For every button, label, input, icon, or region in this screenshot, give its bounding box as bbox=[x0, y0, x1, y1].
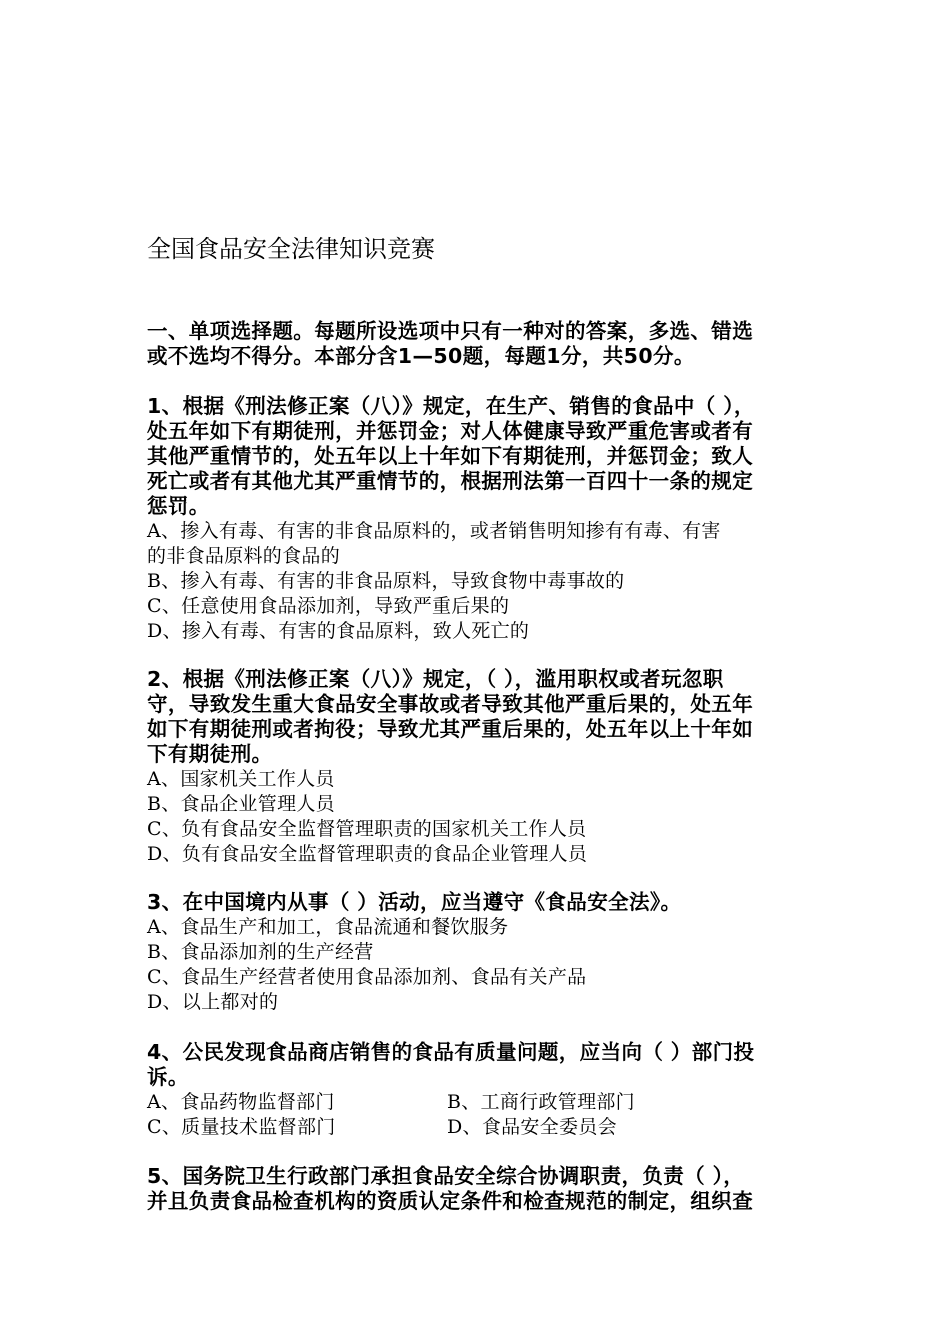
stem-line: 惩罚。 bbox=[147, 494, 210, 518]
question-4 bbox=[147, 1040, 817, 1140]
question-options bbox=[147, 1090, 817, 1140]
section-header bbox=[147, 319, 817, 369]
question-2 bbox=[147, 667, 817, 867]
stem-line: 4、公民发现食品商店销售的食品有质量问题，应当向（ ）部门投 bbox=[147, 1040, 755, 1064]
option-row bbox=[147, 1090, 817, 1115]
option-c: C、负有食品安全监督管理职责的国家机关工作人员 bbox=[147, 818, 587, 840]
section-header-line: 或不选均不得分。本部分含1—50题，每题1分，共50分。 bbox=[147, 344, 695, 368]
option-b: B、食品添加剂的生产经营 bbox=[147, 941, 374, 963]
document-title: 全国食品安全法律知识竞赛 bbox=[147, 235, 435, 263]
option-d: D、以上都对的 bbox=[147, 991, 279, 1013]
stem-line: 处五年如下有期徒刑，并惩罚金；对人体健康导致严重危害或者有 bbox=[147, 419, 754, 443]
option-row bbox=[147, 1115, 817, 1140]
option-d: D、掺入有毒、有害的食品原料，致人死亡的 bbox=[147, 620, 530, 642]
stem-line: 5、国务院卫生行政部门承担食品安全综合协调职责，负责（ ）， bbox=[147, 1164, 745, 1188]
stem-line: 下有期徒刑。 bbox=[147, 742, 273, 766]
option-a: A、国家机关工作人员 bbox=[147, 768, 335, 790]
option-c: C、质量技术监督部门 bbox=[147, 1116, 336, 1138]
question-1 bbox=[147, 394, 817, 644]
question-options bbox=[147, 767, 817, 867]
stem-line: 死亡或者有其他尤其严重情节的，根据刑法第一百四十一条的规定 bbox=[147, 469, 754, 493]
stem-line: 其他严重情节的，处五年以上十年如下有期徒刑，并惩罚金；致人 bbox=[147, 444, 754, 468]
stem-line: 3、在中国境内从事（ ）活动，应当遵守《食品安全法》。 bbox=[147, 890, 682, 914]
question-stem bbox=[147, 890, 817, 915]
stem-line: 并且负责食品检查机构的资质认定条件和检查规范的制定，组织查 bbox=[147, 1189, 754, 1213]
option-a: A、食品生产和加工，食品流通和餐饮服务 bbox=[147, 916, 509, 938]
stem-line: 如下有期徒刑或者拘役；导致尤其严重后果的，处五年以上十年如 bbox=[147, 717, 754, 741]
option-a: A、掺入有毒、有害的非食品原料的，或者销售明知掺有有毒、有害 bbox=[147, 520, 721, 542]
section-header-line: 一、单项选择题。每题所设选项中只有一种对的答案，多选、错选 bbox=[147, 319, 754, 343]
option-d: D、食品安全委员会 bbox=[447, 1116, 617, 1138]
option-c: C、任意使用食品添加剂，导致严重后果的 bbox=[147, 595, 510, 617]
stem-line: 2、根据《刑法修正案（八）》规定，（ ），滥用职权或者玩忽职 bbox=[147, 667, 724, 691]
question-stem bbox=[147, 394, 817, 519]
option-a: A、食品药物监督部门 bbox=[147, 1091, 335, 1113]
question-3 bbox=[147, 890, 817, 1015]
question-options bbox=[147, 915, 817, 1015]
stem-line: 1、根据《刑法修正案（八）》规定，在生产、销售的食品中（ ）， bbox=[147, 394, 755, 418]
question-stem bbox=[147, 1040, 817, 1090]
stem-line: 诉。 bbox=[147, 1065, 189, 1089]
question-5 bbox=[147, 1164, 817, 1214]
option-c: C、食品生产经营者使用食品添加剂、食品有关产品 bbox=[147, 966, 587, 988]
stem-line: 守，导致发生重大食品安全事故或者导致其他严重后果的，处五年 bbox=[147, 692, 754, 716]
question-stem bbox=[147, 1164, 817, 1214]
question-stem bbox=[147, 667, 817, 767]
option-b: B、工商行政管理部门 bbox=[447, 1091, 635, 1113]
option-b: B、食品企业管理人员 bbox=[147, 793, 335, 815]
option-d: D、负有食品安全监督管理职责的食品企业管理人员 bbox=[147, 843, 588, 865]
question-options bbox=[147, 519, 817, 644]
option-b: B、掺入有毒、有害的非食品原料，导致食物中毒事故的 bbox=[147, 570, 625, 592]
option-a-continued: 的非食品原料的食品的 bbox=[147, 545, 341, 567]
